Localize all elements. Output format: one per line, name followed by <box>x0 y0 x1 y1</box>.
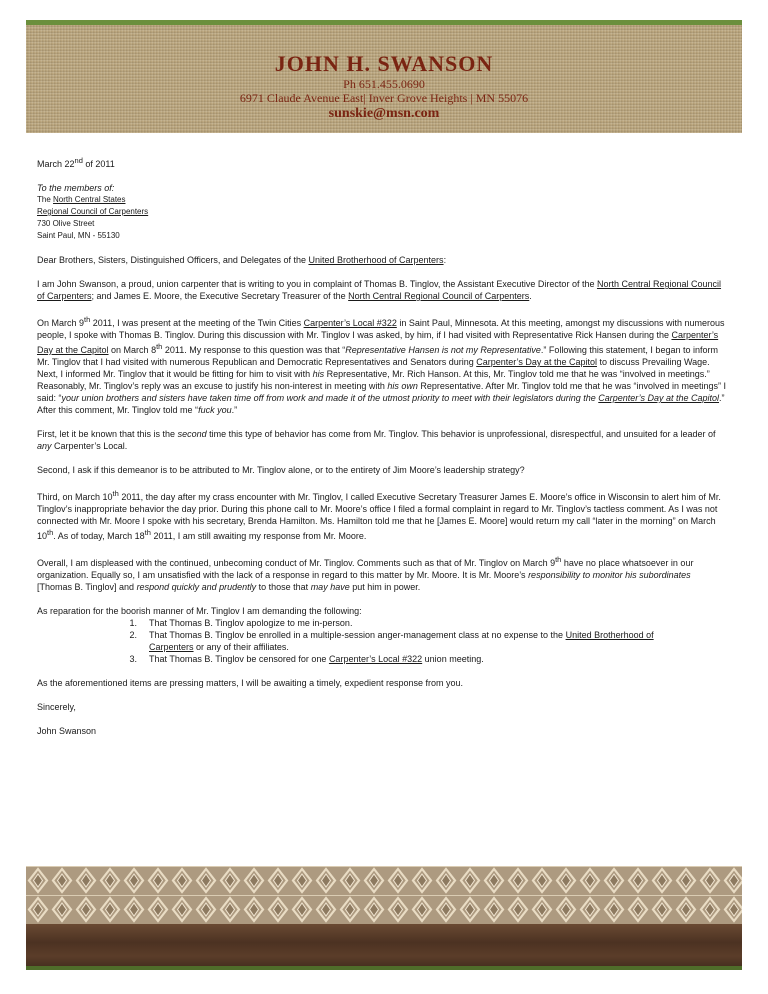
signature: John Swanson <box>37 726 97 736</box>
letterhead-phone: Ph 651.455.0690 <box>343 77 425 91</box>
paragraph-7: As reparation for the boorish manner of Mr. Tinglov I am demanding the following: <box>37 606 362 616</box>
demands-list <box>37 617 727 665</box>
recipient-block: To the members of: The North Central States Regional Council of Carpenters 730 Olive Street Saint Paul, MN - 55130 <box>37 182 727 242</box>
paragraph-6: Overall, I am displeased with the continued, unbecoming conduct of Mr. Tinglov. Comments such as that of Mr. Tinglov on March 9th have no place whatsoever in our organization. Equally so, I am unsatisfied with the lack of a response in regard to this matter by Mr. Moore. It is Mr. Moore’s responsibility to monitor his subordinates [Thomas B. Tinglov] and respond quickly and prudently to those that may have put him in power. <box>37 555 694 592</box>
letter-body <box>37 155 727 749</box>
list-item: 1. That Thomas B. Tinglov apologize to me in-person. <box>129 618 353 628</box>
letterhead-name: JOHN H. SWANSON <box>274 51 494 76</box>
recipient-street: 730 Olive Street <box>37 219 95 228</box>
recipient-city: Saint Paul, MN - 55130 <box>37 231 120 240</box>
salutation: Dear Brothers, Sisters, Distinguished Officers, and Delegates of the United Brotherhood of Carpenters: <box>37 255 447 265</box>
letterhead-email: sunskie@msn.com <box>328 106 440 121</box>
paragraph-3: First, let it be known that this is the second time this type of behavior has come from Mr. Tinglov. This behavior is unprofessional, disrespectful, and unsuited for a leader of any Carpenter’s Local. <box>37 429 716 451</box>
letterhead <box>26 25 742 133</box>
wood-band <box>26 924 742 970</box>
closing: Sincerely, <box>37 702 76 712</box>
list-item: 3. That Thomas B. Tinglov be censored for one Carpenter’s Local #322 union meeting. <box>129 654 484 664</box>
paragraph-2: On March 9th 2011, I was present at the meeting of the Twin Cities Carpenter’s Local #322 in Saint Paul, Minnesota. At this meeting, amongst my discussions with numerous people, I spoke with Thomas B. Tinglov. During this discussion with Mr. Tinglov I was asked, by him, if I had visited with Representative Rick Hansen during the Carpenter’s Day at the Capitol on March 8th 2011. My response to this question was that “Representative Hansen is not my Representative.” Following this statement, I began to inform Mr. Tinglov that I had visited with numerous Republican and Democratic Representatives and Senators during Carpenter’s Day at the Capitol to discuss Prevailing Wage. Next, I informed Mr. Tinglov that it would be fitting for him to visit with his Representative, Mr. Rich Hanson. At this, Mr. Tinglov told me that he was “involved in meetings.” Reasonably, Mr. Tinglov’s reply was an excuse to justify his non-interest in meeting with his own Representative. After Mr. Tinglov told me that he was “involved in meetings” I said: “your union brothers and sisters have taken time off from work and made it of the utmost priority to meet with their legislators during the Carpenter’s Day at the Capitol.” After this comment, Mr. Tinglov told me “fuck you.” <box>37 315 727 415</box>
recipient-org1: North Central States <box>53 195 126 204</box>
paragraph-4: Second, I ask if this demeanor is to be attributed to Mr. Tinglov alone, or to the entirety of Jim Moore’s leadership strategy? <box>37 465 525 475</box>
paragraph-1: I am John Swanson, a proud, union carpenter that is writing to you in complaint of Thomas B. Tinglov, the Assistant Executive Director of the North Central Regional Council of Carpenters; and James E. Moore, the Executive Secretary Treasurer of the North Central Regional Council of Carpenters. <box>37 279 722 301</box>
paragraph-8: As the aforementioned items are pressing matters, I will be awaiting a timely, expedient response from you. <box>37 678 464 688</box>
letter-date: March 22nd of 2011 <box>37 156 115 169</box>
letterhead-address: 6971 Claude Avenue East| Inver Grove Heights | MN 55076 <box>239 91 529 105</box>
footer-bottom-rule <box>26 966 742 970</box>
decorative-footer <box>26 866 742 970</box>
ornament-band <box>26 866 742 924</box>
paragraph-5: Third, on March 10th 2011, the day after my crass encounter with Mr. Tinglov, I called Executive Secretary Treasurer James E. Moore’s office in Wisconsin to alert him of Mr. Tinglov’s inappropriate behavior the day prior. During this phone call to Mr. Moore’s office I filed a formal complaint in regard to Mr. Tinglov’s tactless comment. As I was not connected with Mr. Moore I spoke with his secretary, Brenda Hamilton. Ms. Hamilton told me that he [James E. Moore] would return my call “later in the morning” on March 10th. As of today, March 18th 2011, I am still awaiting my response from Mr. Moore. <box>37 489 721 541</box>
ornament-pattern-icon <box>26 866 742 924</box>
recipient-org2: Regional Council of Carpenters <box>37 207 149 216</box>
recipient-intro: To the members of: <box>37 183 115 193</box>
list-item: 2. That Thomas B. Tinglov be enrolled in a multiple-session anger-management class at no expense to the United Brotherhood of Carpenters or any of their affiliates. <box>129 630 654 652</box>
